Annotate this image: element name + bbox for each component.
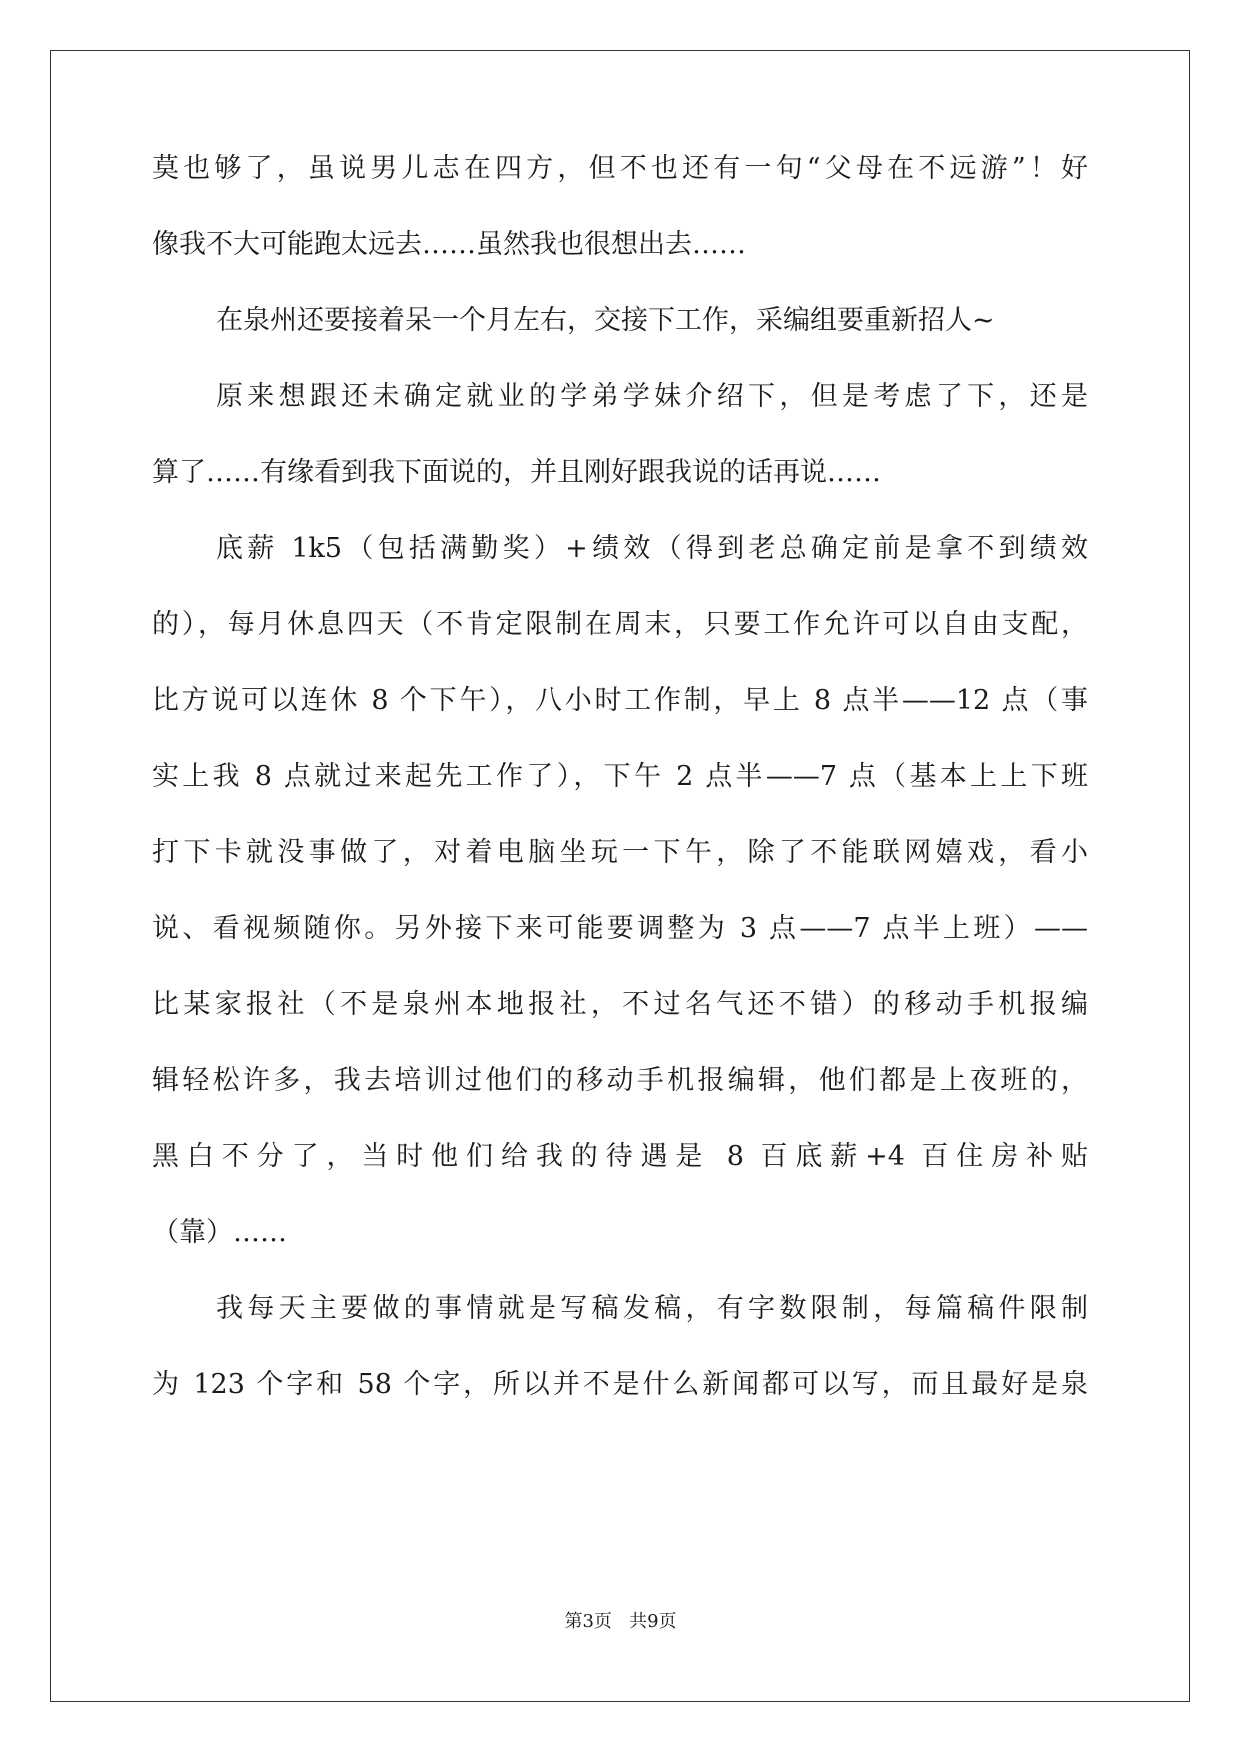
body-line: 我每天主要做的事情就是写稿发稿，有字数限制，每篇稿件限制: [216, 1293, 1088, 1324]
body-line: 为 123 个字和 58 个字，所以并不是什么新闻都可以写，而且最好是泉: [152, 1369, 1088, 1400]
body-line: 打下卡就没事做了，对着电脑坐玩一下午，除了不能联网嬉戏，看小: [152, 837, 1088, 868]
body-line: 在泉州还要接着呆一个月左右，交接下工作，采编组要重新招人~: [216, 305, 995, 336]
body-line: （靠）……: [152, 1217, 287, 1248]
body-line: 辑轻松许多，我去培训过他们的移动手机报编辑，他们都是上夜班的，: [152, 1065, 1088, 1096]
body-line: 的），每月休息四天（不肯定限制在周末，只要工作允许可以自由支配，: [152, 609, 1088, 640]
body-line: 黑白不分了，当时他们给我的待遇是 8 百底薪+4 百住房补贴: [152, 1141, 1088, 1172]
body-line: 实上我 8 点就过来起先工作了），下午 2 点半——7 点（基本上上下班: [152, 761, 1088, 792]
page-number-footer: 第3页 共9页: [564, 1611, 677, 1632]
body-line: 底薪 1k5（包括满勤奖）+绩效（得到老总确定前是拿不到绩效: [216, 533, 1088, 564]
page-border: [50, 50, 1190, 1702]
body-line: 算了……有缘看到我下面说的，并且刚好跟我说的话再说……: [152, 457, 881, 488]
body-line: 比方说可以连休 8 个下午），八小时工作制，早上 8 点半——12 点（事: [152, 685, 1088, 716]
body-line: 像我不大可能跑太远去……虽然我也很想出去……: [152, 229, 746, 260]
body-line: 莫也够了，虽说男儿志在四方，但不也还有一句“父母在不远游”！好: [152, 153, 1088, 184]
body-line: 原来想跟还未确定就业的学弟学妹介绍下，但是考虑了下，还是: [216, 381, 1088, 412]
body-line: 说、看视频随你。另外接下来可能要调整为 3 点——7 点半上班）——: [152, 913, 1088, 944]
body-line: 比某家报社（不是泉州本地报社，不过名气还不错）的移动手机报编: [152, 989, 1088, 1020]
